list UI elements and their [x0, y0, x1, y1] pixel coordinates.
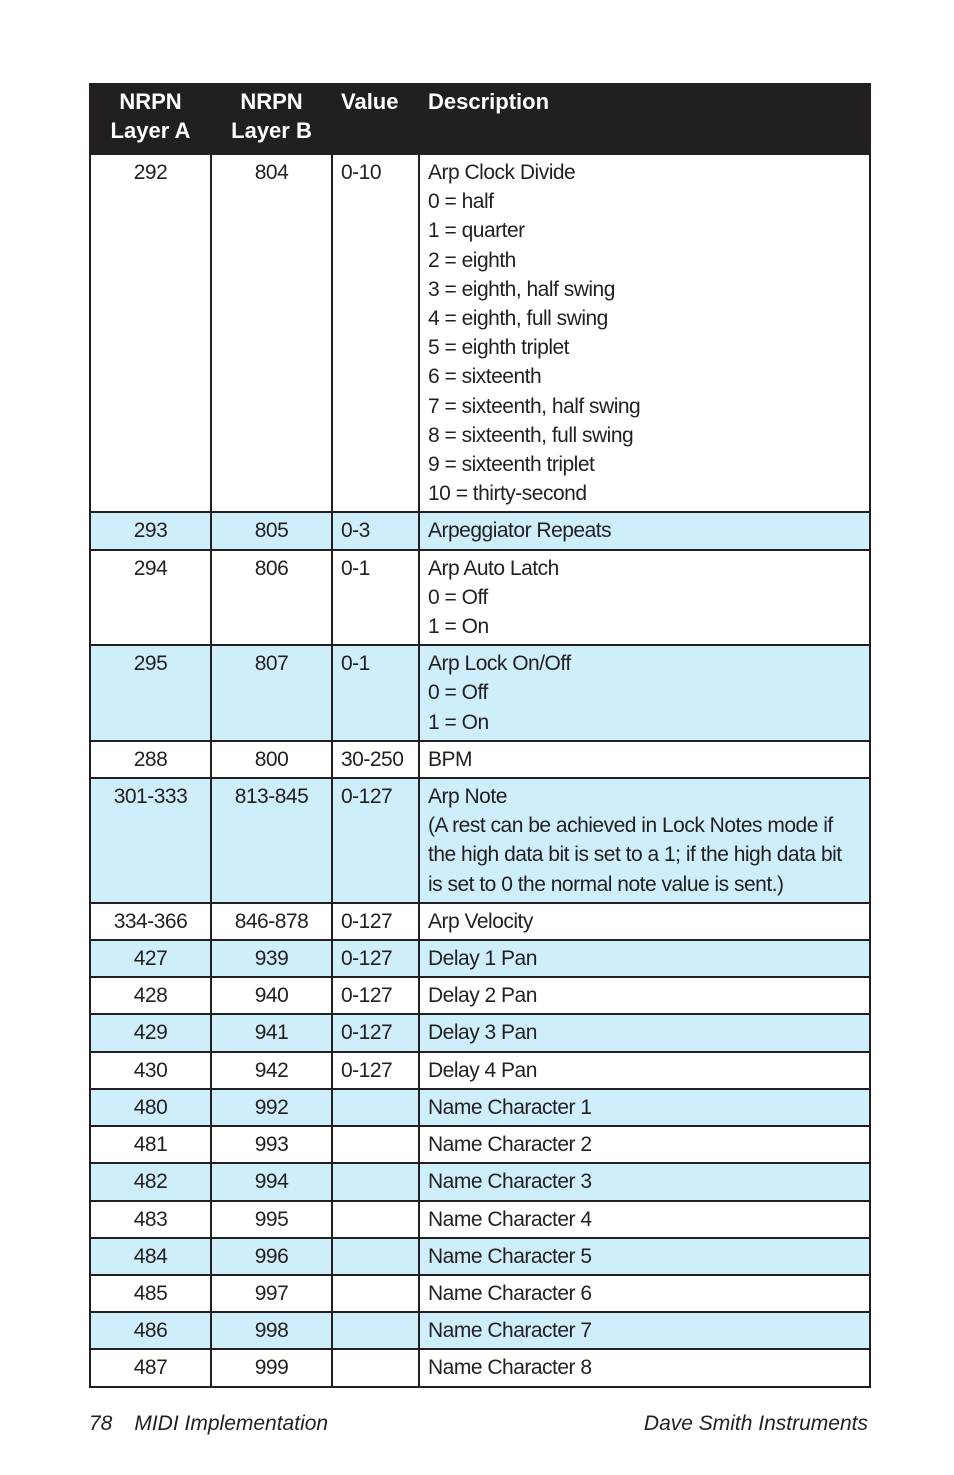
description-line: 1 = quarter — [428, 219, 525, 243]
cell-nrpn-layer-a: 480 — [90, 1089, 211, 1126]
table-header-row — [90, 84, 870, 154]
table-row — [90, 1126, 870, 1163]
cell-description — [419, 1126, 870, 1163]
description-line: Name Character 8 — [428, 1356, 592, 1380]
cell-nrpn-layer-a: 288 — [90, 741, 211, 778]
description-line: 4 = eighth, full swing — [428, 307, 608, 331]
cell-value — [332, 1201, 419, 1238]
table-row — [90, 1349, 870, 1386]
cell-nrpn-layer-a: 295 — [90, 645, 211, 741]
cell-value — [332, 1275, 419, 1312]
cell-nrpn-layer-b: 997 — [211, 1275, 332, 1312]
description-line: 0 = half — [428, 190, 494, 214]
cell-description — [419, 1312, 870, 1349]
description-line: Delay 4 Pan — [428, 1058, 537, 1082]
cell-value — [332, 1349, 419, 1386]
table-row — [90, 1238, 870, 1275]
cell-nrpn-layer-b: 998 — [211, 1312, 332, 1349]
cell-nrpn-layer-a: 301-333 — [90, 778, 211, 903]
cell-value: 0-1 — [332, 645, 419, 741]
cell-nrpn-layer-a: 481 — [90, 1126, 211, 1163]
table-row — [90, 741, 870, 778]
cell-nrpn-layer-b: 940 — [211, 977, 332, 1014]
cell-value: 0-127 — [332, 903, 419, 940]
cell-description — [419, 1052, 870, 1089]
cell-nrpn-layer-b: 942 — [211, 1052, 332, 1089]
description-line: Name Character 5 — [428, 1244, 592, 1268]
table-row — [90, 1201, 870, 1238]
description-line: Arpeggiator Repeats — [428, 519, 612, 543]
cell-value — [332, 1163, 419, 1200]
cell-description — [419, 1089, 870, 1126]
cell-description — [419, 1275, 870, 1312]
cell-nrpn-layer-a: 427 — [90, 940, 211, 977]
cell-nrpn-layer-a: 487 — [90, 1349, 211, 1386]
page-number: 78 — [89, 1412, 113, 1435]
description-line: Name Character 1 — [428, 1095, 592, 1119]
cell-value: 0-3 — [332, 512, 419, 549]
header-nrpn-layer-a: NRPN Layer A — [90, 84, 211, 154]
cell-nrpn-layer-b: 993 — [211, 1126, 332, 1163]
cell-description — [419, 1349, 870, 1386]
table-row — [90, 977, 870, 1014]
cell-value: 30-250 — [332, 741, 419, 778]
header-nrpn-layer-b: NRPN Layer B — [211, 84, 332, 154]
section-title: MIDI Implementation — [134, 1412, 329, 1435]
description-line: Delay 1 Pan — [428, 947, 537, 971]
cell-description — [419, 1201, 870, 1238]
footer-left — [89, 1412, 328, 1436]
cell-nrpn-layer-a: 294 — [90, 550, 211, 646]
table-row — [90, 1052, 870, 1089]
description-line: 9 = sixteenth triplet — [428, 453, 595, 477]
description-line: Name Character 7 — [428, 1319, 592, 1343]
cell-nrpn-layer-b: 995 — [211, 1201, 332, 1238]
cell-description — [419, 1163, 870, 1200]
cell-nrpn-layer-b: 992 — [211, 1089, 332, 1126]
cell-nrpn-layer-b: 846-878 — [211, 903, 332, 940]
cell-description — [419, 940, 870, 977]
cell-nrpn-layer-a: 334-366 — [90, 903, 211, 940]
cell-description — [419, 1238, 870, 1275]
table-body — [90, 154, 870, 1387]
table-row — [90, 645, 870, 741]
cell-description — [419, 154, 870, 512]
cell-nrpn-layer-a: 429 — [90, 1014, 211, 1051]
cell-nrpn-layer-a: 486 — [90, 1312, 211, 1349]
cell-nrpn-layer-b: 800 — [211, 741, 332, 778]
cell-nrpn-layer-a: 293 — [90, 512, 211, 549]
table-row — [90, 1163, 870, 1200]
description-line: 0 = Off — [428, 585, 488, 609]
description-line: the high data bit is set to a 1; if the high data bit — [428, 843, 842, 867]
cell-value: 0-127 — [332, 1052, 419, 1089]
cell-value — [332, 1126, 419, 1163]
table-row — [90, 1014, 870, 1051]
cell-value: 0-127 — [332, 778, 419, 903]
description-line: Name Character 6 — [428, 1281, 592, 1305]
description-line: Arp Lock On/Off — [428, 652, 571, 676]
cell-description — [419, 977, 870, 1014]
cell-nrpn-layer-b: 805 — [211, 512, 332, 549]
cell-nrpn-layer-b: 804 — [211, 154, 332, 512]
description-line: Arp Clock Divide — [428, 161, 576, 184]
cell-value — [332, 1312, 419, 1349]
description-line: Arp Auto Latch — [428, 556, 559, 580]
header-value: Value — [332, 84, 419, 154]
description-line: 7 = sixteenth, half swing — [428, 394, 641, 418]
cell-value — [332, 1089, 419, 1126]
description-line: Arp Velocity — [428, 909, 533, 933]
table-row — [90, 1275, 870, 1312]
table-row — [90, 778, 870, 903]
description-line: Delay 3 Pan — [428, 1021, 537, 1045]
cell-value: 0-127 — [332, 940, 419, 977]
cell-nrpn-layer-b: 996 — [211, 1238, 332, 1275]
cell-nrpn-layer-a: 428 — [90, 977, 211, 1014]
description-line: BPM — [428, 747, 473, 771]
cell-description — [419, 512, 870, 549]
description-line: is set to 0 the normal note value is sent.) — [428, 872, 784, 896]
description-line: 8 = sixteenth, full swing — [428, 423, 634, 447]
cell-nrpn-layer-b: 939 — [211, 940, 332, 977]
description-line: 10 = thirty-second — [428, 482, 587, 506]
description-line: 6 = sixteenth — [428, 365, 542, 389]
header-description: Description — [419, 84, 870, 154]
cell-description — [419, 645, 870, 741]
cell-description — [419, 741, 870, 778]
table-row — [90, 940, 870, 977]
nrpn-table — [89, 83, 871, 1388]
cell-value: 0-10 — [332, 154, 419, 512]
cell-nrpn-layer-a: 485 — [90, 1275, 211, 1312]
description-line: Name Character 2 — [428, 1133, 592, 1157]
cell-nrpn-layer-b: 999 — [211, 1349, 332, 1386]
cell-nrpn-layer-b: 806 — [211, 550, 332, 646]
cell-description — [419, 1014, 870, 1051]
description-line: 1 = On — [428, 710, 489, 734]
cell-value: 0-1 — [332, 550, 419, 646]
cell-nrpn-layer-b: 807 — [211, 645, 332, 741]
cell-description — [419, 550, 870, 646]
table-row — [90, 512, 870, 549]
cell-nrpn-layer-a: 430 — [90, 1052, 211, 1089]
description-line: Delay 2 Pan — [428, 984, 537, 1008]
cell-value: 0-127 — [332, 977, 419, 1014]
cell-description — [419, 778, 870, 903]
cell-nrpn-layer-a: 482 — [90, 1163, 211, 1200]
cell-value — [332, 1238, 419, 1275]
table-row — [90, 903, 870, 940]
table-row — [90, 1312, 870, 1349]
cell-nrpn-layer-b: 994 — [211, 1163, 332, 1200]
description-line: 3 = eighth, half swing — [428, 277, 615, 301]
table-row — [90, 1089, 870, 1126]
cell-description — [419, 903, 870, 940]
cell-nrpn-layer-b: 813-845 — [211, 778, 332, 903]
description-line: 2 = eighth — [428, 248, 516, 272]
description-line: 0 = Off — [428, 681, 488, 705]
cell-nrpn-layer-a: 484 — [90, 1238, 211, 1275]
description-line: Name Character 4 — [428, 1207, 592, 1231]
description-line: Arp Note — [428, 785, 507, 809]
description-line: 5 = eighth triplet — [428, 336, 570, 360]
table-row — [90, 154, 870, 512]
cell-nrpn-layer-a: 292 — [90, 154, 211, 512]
publisher-name: Dave Smith Instruments — [643, 1412, 868, 1435]
description-line: (A rest can be achieved in Lock Notes mode if — [428, 814, 833, 838]
description-line: Name Character 3 — [428, 1170, 592, 1194]
cell-value: 0-127 — [332, 1014, 419, 1051]
cell-nrpn-layer-a: 483 — [90, 1201, 211, 1238]
description-line: 1 = On — [428, 615, 489, 639]
cell-nrpn-layer-b: 941 — [211, 1014, 332, 1051]
table-row — [90, 550, 870, 646]
